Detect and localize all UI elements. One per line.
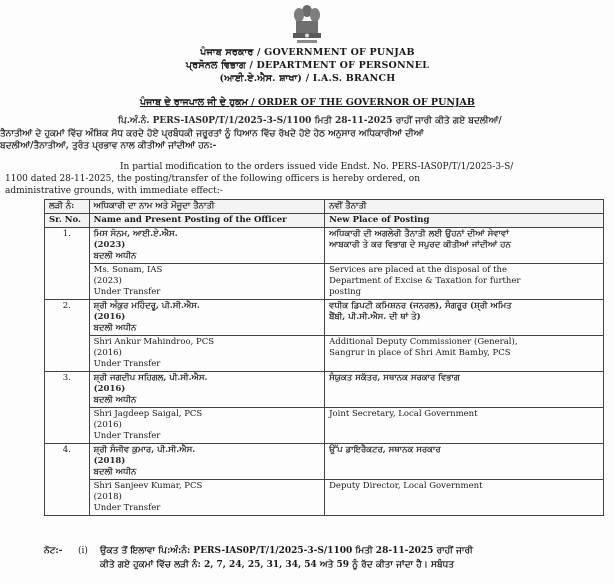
name-line: (2016): [93, 420, 122, 430]
new-posting-pa: [325, 228, 604, 264]
table-row: [45, 228, 604, 264]
table-row: [45, 444, 604, 480]
name-line: Under Transfer: [93, 503, 161, 513]
place-line: Additional Deputy Commissioner (General),: [329, 337, 518, 347]
place-line: posting: [329, 287, 362, 297]
header-place-en: New Place of Posting: [325, 214, 604, 228]
sr-no: 3.: [45, 372, 90, 444]
name-line: (2018): [93, 492, 122, 502]
name-line: Shri Ankur Mahindroo, PCS: [93, 337, 215, 347]
name-line: Under Transfer: [93, 431, 161, 441]
branch-pa: (ਆਈ.ਏ.ਐਸ. ਸ਼ਾਖਾ): [219, 73, 303, 84]
govt-pa: ਪੰਜਾਬ ਸਰਕਾਰ: [200, 47, 254, 58]
note-section: [44, 544, 609, 572]
table-row: [45, 300, 604, 336]
note-text-continued: ਕੀਤੇ ਗਏ ਹੁਕਮਾਂ ਵਿੱਚ ਲੜੀ ਨੰ: 2, 7, 24, 25, 31, 34, 54 ਅਤੇ 59 ਨੂੰ ਰੱਦ ਕੀਤਾ ਜਾਂਦਾ ਹੈ। ਸਬੰਧਤ: [100, 560, 454, 570]
dept-pa: ਪ੍ਰਸੋਨਲ ਵਿਭਾਗ: [185, 60, 246, 71]
dept-en: DEPARTMENT OF PERSONNEL: [256, 60, 430, 71]
order-title-en: ORDER OF THE GOVERNOR OF PUNJAB: [257, 97, 475, 108]
punjabi-paragraph-line: ਪਿ.ਅੰ.ਨੰ. PERS-IAS0P/T/1/2025-3-S/1100 ਮਿਤੀ 28-11-2025 ਰਾਹੀਂ ਜਾਰੀ ਕੀਤੇ ਗਏ ਬਦਲੀਆਂ/: [118, 116, 502, 126]
note-label: ਨੋਟ:-: [44, 546, 63, 556]
place-line: Sangrur in place of Shri Amit Bamby, PCS: [329, 348, 511, 358]
place-line: Department of Excise & Taxation for further: [329, 276, 521, 286]
sr-no: 1.: [45, 228, 90, 300]
sr-no: 4.: [45, 444, 90, 516]
place-line: ਅਧਿਕਾਰੀ ਦੀ ਅਗਲੇਰੀ ਤੈਨਾਤੀ ਲਈ ਉਹਨਾਂ ਦੀਆਂ ਸੇਵਾਵਾਂ: [329, 229, 509, 239]
sr-no: 2.: [45, 300, 90, 372]
header-sr-en: Sr. No.: [45, 214, 90, 228]
english-paragraph-line: 1100 dated 28-11-2025, the posting/transfer of the following officers is hereby ordered, on: [5, 174, 420, 184]
officer-name-en: [89, 480, 325, 516]
new-posting-pa: [325, 444, 604, 480]
branch-line: (ਆਈ.ਏ.ਐਸ. ਸ਼ਾਖਾ) / I.A.S. BRANCH: [219, 73, 396, 84]
officer-name-pa: [89, 300, 325, 336]
new-posting-en: [325, 264, 604, 300]
table-row: [45, 480, 604, 516]
name-line: (2018): [93, 456, 126, 466]
name-line: ਬਦਲੀ ਅਧੀਨ: [93, 251, 137, 261]
place-line: ਆਬਕਾਰੀ ਤੇ ਕਰ ਵਿਭਾਗ ਦੇ ਸਪੁਰਦ ਕੀਤੀਆਂ ਜਾਂਦੀਆਂ ਹਨ: [329, 240, 511, 250]
dept-line: ਪ੍ਰਸੋਨਲ ਵਿਭਾਗ / DEPARTMENT OF PERSONNEL: [185, 60, 430, 71]
new-posting-pa: [325, 372, 604, 408]
order-title: ਪੰਜਾਬ ਦੇ ਰਾਜਪਾਲ ਜੀ ਦੇ ਹੁਕਮ / ORDER OF THE GOVERNOR OF PUNJAB: [140, 97, 475, 108]
place-line: ਉੱਪ ਡਾਇਰੈਕਟਰ, ਸਥਾਨਕ ਸਰਕਾਰ: [329, 445, 441, 455]
name-line: ਬਦਲੀ ਅਧੀਨ: [93, 323, 137, 333]
name-line: ਮਿਸ ਸੋਨਮ, ਆਈ.ਏ.ਐਸ.: [93, 229, 178, 239]
name-line: (2016): [93, 384, 126, 394]
govt-line: ਪੰਜਾਬ ਸਰਕਾਰ / GOVERNMENT OF PUNJAB: [200, 47, 415, 58]
name-line: ਬਦਲੀ ਅਧੀਨ: [93, 467, 137, 477]
name-line: Shri Jagdeep Saigal, PCS: [93, 409, 203, 419]
place-line: Deputy Director, Local Government: [329, 481, 483, 491]
officer-name-pa: [89, 228, 325, 264]
name-line: ਸ਼੍ਰੀ ਜਗਦੀਪ ਸਹਿਗਲ, ਪੀ.ਸੀ.ਐਸ.: [93, 373, 208, 383]
punjabi-paragraph-line: ਤੈਨਾਤੀਆਂ ਦੇ ਹੁਕਮਾਂ ਵਿੱਚ ਅੰਸ਼ਿਕ ਸੋਧ ਕਰਦੇ ਹੋਏ ਪ੍ਰਬੰਧਕੀ ਜਰੂਰਤਾਂ ਨੂੰ ਧਿਆਨ ਵਿੱਚ ਰੱਖਦੇ ਹੋਏ ਹੇਠ ਅਨੁਸਾਰ ਅਧਿਕਾਰੀਆਂ ਦੀਆਂ: [0, 128, 424, 139]
officer-name-en: [89, 408, 325, 444]
place-line: Joint Secretary, Local Government: [329, 409, 478, 419]
header-sr-pa: ਲੜੀ ਨੰ:: [45, 200, 90, 214]
name-line: ਬਦਲੀ ਅਧੀਨ: [93, 395, 137, 405]
table-row: [45, 264, 604, 300]
place-line: ਸੰਯੁਕਤ ਸਕੱਤਰ, ਸਥਾਨਕ ਸਰਕਾਰ ਵਿਭਾਗ: [329, 373, 460, 383]
new-posting-en: [325, 336, 604, 372]
header-name-en: Name and Present Posting of the Officer: [89, 214, 325, 228]
english-paragraph: [5, 161, 608, 197]
table-row: [45, 336, 604, 372]
officer-name-pa: [89, 372, 325, 408]
name-line: (2023): [93, 276, 122, 286]
place-line: ਬੈਂਬੀ, ਪੀ.ਸੀ.ਐਸ. ਦੀ ਥਾਂ ਤੇ): [329, 312, 421, 322]
name-line: (2016): [93, 348, 122, 358]
state-emblem-icon: [287, 2, 327, 46]
punjabi-paragraph: [0, 115, 608, 151]
table-row: [45, 408, 604, 444]
table-header-row-en: [45, 214, 604, 228]
table-row: [45, 372, 604, 408]
govt-en: GOVERNMENT OF PUNJAB: [264, 47, 415, 58]
new-posting-pa: [325, 300, 604, 336]
name-line: Shri Sanjeev Kumar, PCS: [93, 481, 203, 491]
note-text: ਉਕਤ ਤੋਂ ਇਲਾਵਾ ਪਿ:ਅੰ:ਨੰ: PERS-IAS0P/T/1/2025-3-S/1100 ਮਿਤੀ 28-11-2025 ਰਾਹੀਂ ਜਾਰੀ: [100, 546, 473, 556]
name-line: Ms. Sonam, IAS: [93, 265, 163, 275]
officer-name-pa: [89, 444, 325, 480]
letterhead: [0, 46, 615, 85]
table-header-row-pa: [45, 200, 604, 214]
header-name-pa: ਅਧਿਕਾਰੀ ਦਾ ਨਾਮ ਅਤੇ ਮੌਜੂਦਾ ਤੈਨਾਤੀ: [89, 200, 325, 214]
postings-table: [44, 199, 604, 516]
note-line: [44, 544, 609, 558]
new-posting-en: [325, 408, 604, 444]
name-line: ਸ਼੍ਰੀ ਅੰਕੁਰ ਮਹਿੰਦਰੂ, ਪੀ.ਸੀ.ਐਸ.: [93, 301, 200, 311]
new-posting-en: [325, 480, 604, 516]
place-line: Services are placed at the disposal of the: [329, 265, 508, 275]
name-line: Under Transfer: [93, 359, 161, 369]
punjabi-paragraph-line: ਬਦਲੀਆਂ/ਤੈਨਾਤੀਆਂ, ਤੁਰੰਤ ਪ੍ਰਭਾਵ ਨਾਲ ਕੀਤੀਆਂ ਜਾਂਦੀਆਂ ਹਨ:-: [0, 141, 217, 151]
note-index: (i): [78, 546, 88, 556]
place-line: ਵਧੀਕ ਡਿਪਟੀ ਕਮਿਸ਼ਨਰ (ਜਨਰਲ), ਸੰਗਰੂਰ (ਸ਼੍ਰੀ ਅਮਿਤ: [329, 301, 512, 311]
officer-name-en: [89, 264, 325, 300]
branch-en: I.A.S. BRANCH: [312, 73, 396, 84]
header-place-pa: ਨਵੀਂ ਤੈਨਾਤੀ: [325, 200, 604, 214]
english-paragraph-line: administrative grounds, with immediate effect:-: [5, 186, 223, 196]
name-line: Under Transfer: [93, 287, 161, 297]
name-line: (2023): [93, 240, 126, 250]
name-line: (2016): [93, 312, 126, 322]
officer-name-en: [89, 336, 325, 372]
name-line: ਸ਼੍ਰੀ ਸੰਜੀਵ ਕੁਮਾਰ, ਪੀ.ਸੀ.ਐਸ.: [93, 445, 196, 455]
order-title-pa: ਪੰਜਾਬ ਦੇ ਰਾਜਪਾਲ ਜੀ ਦੇ ਹੁਕਮ: [140, 97, 248, 108]
english-paragraph-line: In partial modification to the orders issued vide Endst. No. PERS-IAS0P/T/1/2025-3-S/: [120, 162, 514, 172]
